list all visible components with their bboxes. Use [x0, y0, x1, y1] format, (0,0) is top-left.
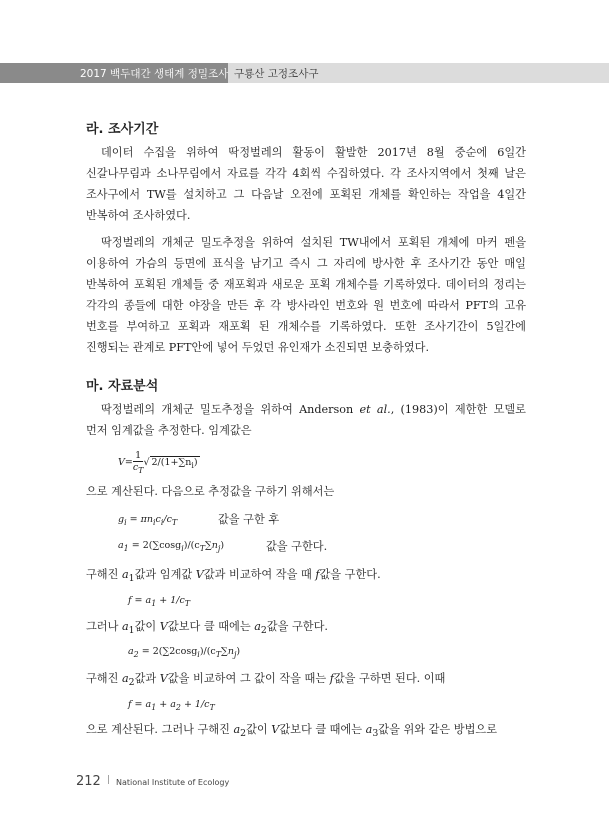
formula-f1: $f = a_1 + 1/c_T$: [128, 595, 191, 608]
formula-threshold-v: V= $\frac{1}{c_T}$ √ $2/(1+\sum n_i)$: [118, 450, 198, 475]
page-number: 212: [76, 774, 101, 789]
paragraph-line: 그러나 $a_1$값이 V값보다 클 때에는 $a_2$값을 구한다.: [86, 620, 328, 637]
header-site-title: 구룡산 고정조사구: [234, 68, 319, 80]
formula-g-note: 값을 구한 후: [218, 513, 280, 526]
paragraph-line: 번호를 부여하고 포획과 재포획 된 개체수를 기록하였다. 또한 조사기간이 5일간에: [86, 320, 526, 333]
paragraph-line: 먼저 임계값을 추정한다. 임계값은: [86, 424, 252, 437]
paragraph-line: 데이터 수집을 위하여 딱정벌레의 활동이 활발한 2017년 8월 중순에 6일간: [101, 146, 526, 159]
footer-organization: National Institute of Ecology: [116, 778, 230, 787]
formula-a2: $a_2 = 2(\sum 2\cos g_i)/(c_T\sum n_j)$: [128, 646, 241, 659]
paragraph-line: 진행되는 관계로 PFT안에 넣어 두었던 유인재가 소진되면 보충하였다.: [86, 341, 429, 354]
formula-a1-note: 값을 구한다.: [266, 540, 328, 553]
paragraph-line: 반복하여 포획된 개체들 중 재포획과 새로운 포획 개체수를 기록하였다. 데이터의 정리는: [86, 278, 526, 291]
paragraph-line: 구해진 $a_2$값과 V값을 비교하여 그 값이 작을 때는 f값을 구하면 된다. 이때: [86, 672, 446, 689]
paragraph-line: 조사구에서 TW를 설치하고 그 다음날 오전에 포획된 개체를 확인하는 작업을 4일간: [86, 188, 526, 201]
header-publication-title: 2017 백두대간 생태계 정밀조사: [80, 68, 229, 80]
paragraph-line: 구해진 $a_1$값과 임계값 V값과 비교하여 작을 때 f값을 구한다.: [86, 568, 381, 585]
paragraph-line: 반복하여 조사하였다.: [86, 209, 191, 222]
paragraph-line: 딱정벌레의 개체군 밀도추정을 위하여 Anderson et al., (1983)이 제한한 모델로: [101, 403, 526, 416]
section-ra-title: 라. 조사기간: [86, 122, 159, 137]
paragraph-line: 이용하여 가슴의 등면에 표식을 남기고 즉시 그 자리에 방사한 후 조사기간 동안 매일: [86, 257, 526, 270]
formula-a1: $a_1 = 2(\sum\cos g_i)/(c_T\sum n_j)$: [118, 540, 225, 553]
paragraph-line: 으로 계산된다. 다음으로 추정값을 구하기 위해서는: [86, 485, 335, 498]
paragraph-line: 신갈나무림과 소나무림에서 자료를 각각 4회씩 수집하였다. 각 조사지역에서 첫째 날은: [86, 167, 526, 180]
paragraph-line: 으로 계산된다. 그러나 구해진 $a_2$값이 V값보다 클 때에는 $a_3$값을 위와 같은 방법으로: [86, 723, 498, 740]
formula-g: $g_i = \pi n_ic_i/c_T$: [118, 514, 178, 527]
formula-f2: $f = a_1 + a_2 + 1/c_T$: [128, 699, 215, 712]
paragraph-line: 각각의 종들에 대한 야장을 만든 후 각 방사라인 번호와 원 번호에 따라서 PFT의 고유: [86, 299, 526, 312]
section-ma-title: 마. 자료분석: [86, 379, 159, 394]
paragraph-line: 딱정벌레의 개체군 밀도추정을 위하여 설치된 TW내에서 포획된 개체에 마커 펜을: [101, 236, 526, 249]
footer-separator: |: [107, 775, 111, 785]
